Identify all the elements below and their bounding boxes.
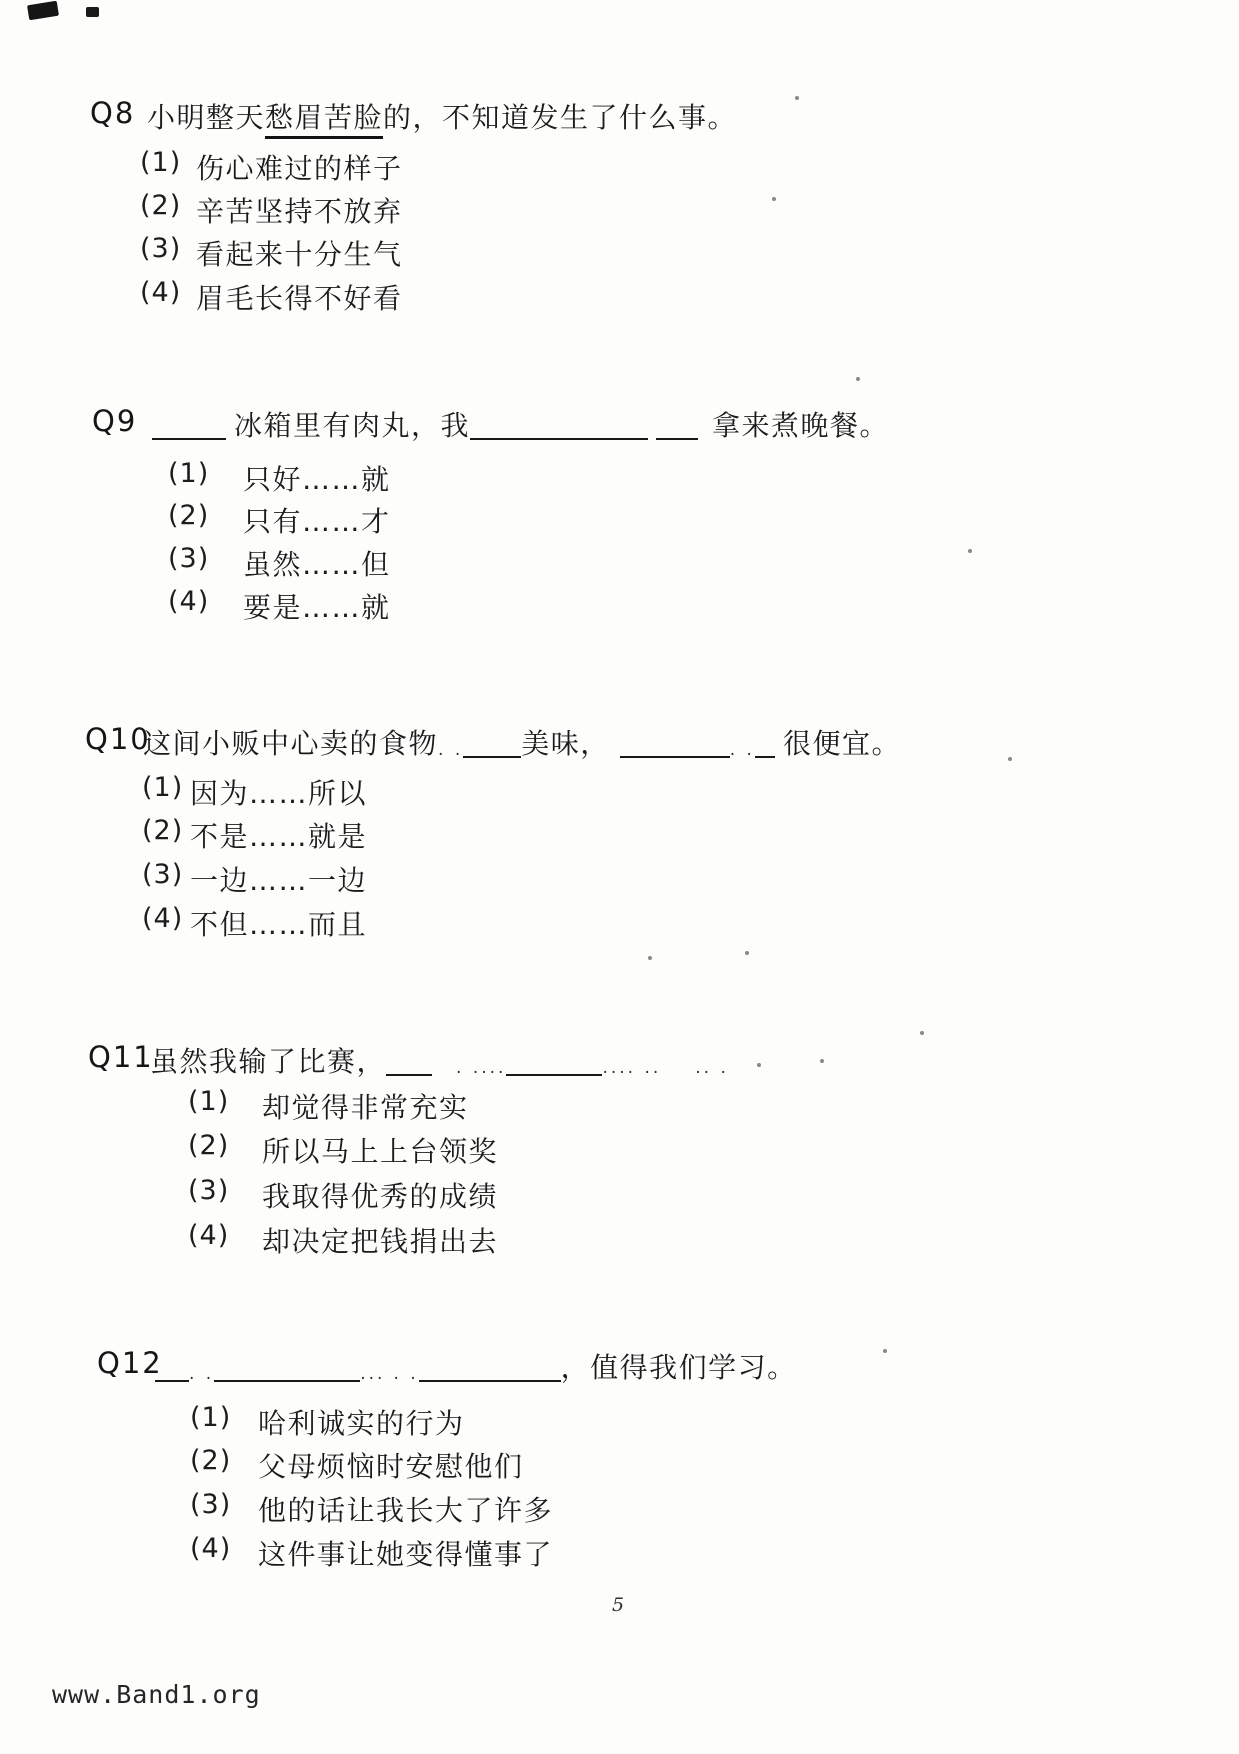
stem-text: 美味， <box>521 727 610 760</box>
scan-dotted-line: . . <box>729 740 755 760</box>
option-row <box>0 586 1239 626</box>
scan-speck <box>772 197 776 201</box>
option-number: (1) <box>188 1086 230 1117</box>
scan-dotted-line: .... .. <box>602 1058 662 1078</box>
blank-gap <box>698 433 712 435</box>
option-text: 我取得优秀的成绩 <box>262 1180 499 1213</box>
option-row <box>0 147 1239 187</box>
fill-in-blank-line <box>419 1356 561 1382</box>
stem-text: 拿来煮晚餐。 <box>712 409 890 442</box>
option-text: 不但……而且 <box>190 908 368 941</box>
scan-dotted-line: .. . <box>695 1058 729 1078</box>
stem-text: 冰箱里有肉丸，我 <box>234 409 471 442</box>
option-row <box>0 233 1239 273</box>
fill-in-blank-line <box>656 414 698 440</box>
option-row <box>0 1175 1239 1215</box>
scan-dotted-line: . . <box>189 1364 215 1384</box>
page-number: 5 <box>612 1594 625 1616</box>
fill-in-blank-line <box>463 732 521 758</box>
stem-underlined-phrase: 愁眉苦脸 <box>265 101 383 139</box>
scan-dotted-line: . . <box>438 740 464 760</box>
option-text: 他的话让我长大了许多 <box>258 1494 554 1527</box>
scan-speck <box>968 549 972 553</box>
option-number: (2) <box>142 815 184 846</box>
question-stem <box>150 1040 729 1080</box>
option-text: 不是……就是 <box>190 820 368 853</box>
scan-artifact-mark <box>27 1 59 21</box>
option-text: 所以马上上台领奖 <box>262 1135 499 1168</box>
option-row <box>0 903 1239 943</box>
fill-in-blank-line <box>470 414 648 440</box>
scan-speck <box>856 377 860 381</box>
question-label: Q11 <box>88 1040 154 1074</box>
option-number: (4) <box>168 586 210 617</box>
scan-speck <box>648 956 652 960</box>
option-number: (4) <box>140 277 182 308</box>
fill-in-blank-line <box>152 414 226 440</box>
scan-speck <box>745 951 749 955</box>
question-stem <box>155 1346 797 1386</box>
option-row <box>0 1220 1239 1260</box>
scan-speck <box>820 1059 824 1063</box>
option-text: 眉毛长得不好看 <box>196 282 403 315</box>
option-text: 哈利诚实的行为 <box>258 1407 465 1440</box>
scan-speck <box>757 1063 761 1067</box>
stem-text: 很便宜。 <box>782 727 901 760</box>
option-number: (2) <box>140 190 182 221</box>
question-label: Q8 <box>90 96 136 130</box>
option-number: (2) <box>188 1130 230 1161</box>
option-text: 父母烦恼时安慰他们 <box>258 1450 524 1483</box>
option-number: (1) <box>168 458 210 489</box>
scan-speck <box>795 96 799 100</box>
option-number: (4) <box>190 1533 232 1564</box>
option-number: (4) <box>142 903 184 934</box>
option-number: (2) <box>168 500 210 531</box>
option-number: (3) <box>140 233 182 264</box>
option-text: 却决定把钱捐出去 <box>262 1225 499 1258</box>
scan-dotted-line: ... <box>360 1364 386 1384</box>
blank-gap <box>661 1069 695 1071</box>
fill-in-blank-line <box>620 732 730 758</box>
question-label: Q12 <box>97 1346 163 1380</box>
option-row <box>0 190 1239 230</box>
question-stem <box>147 96 737 136</box>
stem-text: 小明整天 <box>147 101 266 134</box>
blank-gap <box>648 433 656 435</box>
option-row <box>0 500 1239 540</box>
option-row <box>0 859 1239 899</box>
blank-gap <box>432 1069 456 1071</box>
option-number: (1) <box>140 147 182 178</box>
scan-dotted-line: . .... <box>456 1058 507 1078</box>
option-text: 却觉得非常充实 <box>262 1091 469 1124</box>
option-row <box>0 543 1239 583</box>
question-label: Q10 <box>85 722 151 756</box>
option-text: 这件事让她变得懂事了 <box>258 1538 554 1571</box>
option-row <box>0 815 1239 855</box>
stem-text: ，值得我们学习。 <box>560 1351 797 1384</box>
question-stem <box>152 404 889 444</box>
stem-text: 的，不知道发生了什么事。 <box>383 101 738 134</box>
option-row <box>0 1445 1239 1485</box>
option-text: 因为……所以 <box>190 777 368 810</box>
option-row <box>0 1086 1239 1126</box>
option-text: 看起来十分生气 <box>196 238 403 271</box>
stem-text: 这间小贩中心卖的食物 <box>143 727 439 760</box>
question-stem <box>143 722 901 762</box>
blank-gap <box>385 1375 393 1377</box>
option-number: (3) <box>190 1489 232 1520</box>
option-text: 伤心难过的样子 <box>196 152 403 185</box>
fill-in-blank-line <box>506 1050 602 1076</box>
option-number: (3) <box>168 543 210 574</box>
option-number: (3) <box>142 859 184 890</box>
option-text: 虽然……但 <box>243 548 391 581</box>
option-row <box>0 1533 1239 1573</box>
option-row <box>0 1489 1239 1529</box>
scan-speck <box>920 1031 924 1035</box>
scan-speck <box>883 1349 887 1353</box>
question-label: Q9 <box>92 404 138 438</box>
option-number: (4) <box>188 1220 230 1251</box>
option-text: 一边……一边 <box>190 864 368 897</box>
option-number: (1) <box>190 1402 232 1433</box>
stem-text: 虽然我输了比赛， <box>150 1045 387 1078</box>
blank-gap <box>610 751 620 753</box>
option-row <box>0 772 1239 812</box>
option-text: 要是……就 <box>243 591 391 624</box>
option-row <box>0 1402 1239 1442</box>
option-text: 辛苦坚持不放弃 <box>196 195 403 228</box>
fill-in-blank-line <box>214 1356 360 1382</box>
option-number: (3) <box>188 1175 230 1206</box>
option-text: 只有……才 <box>243 505 391 538</box>
blank-gap <box>226 433 234 435</box>
fill-in-blank-line <box>755 732 775 758</box>
option-number: (1) <box>142 772 184 803</box>
option-text: 只好……就 <box>243 463 391 496</box>
option-row <box>0 1130 1239 1170</box>
scan-dotted-line: . . <box>393 1364 419 1384</box>
scan-artifact-mark <box>86 7 99 17</box>
fill-in-blank-line <box>155 1356 189 1382</box>
fill-in-blank-line <box>386 1050 432 1076</box>
option-row <box>0 277 1239 317</box>
option-number: (2) <box>190 1445 232 1476</box>
option-row <box>0 458 1239 498</box>
watermark-url: www.Band1.org <box>52 1680 261 1709</box>
blank-gap <box>775 751 783 753</box>
scan-speck <box>1008 757 1012 761</box>
